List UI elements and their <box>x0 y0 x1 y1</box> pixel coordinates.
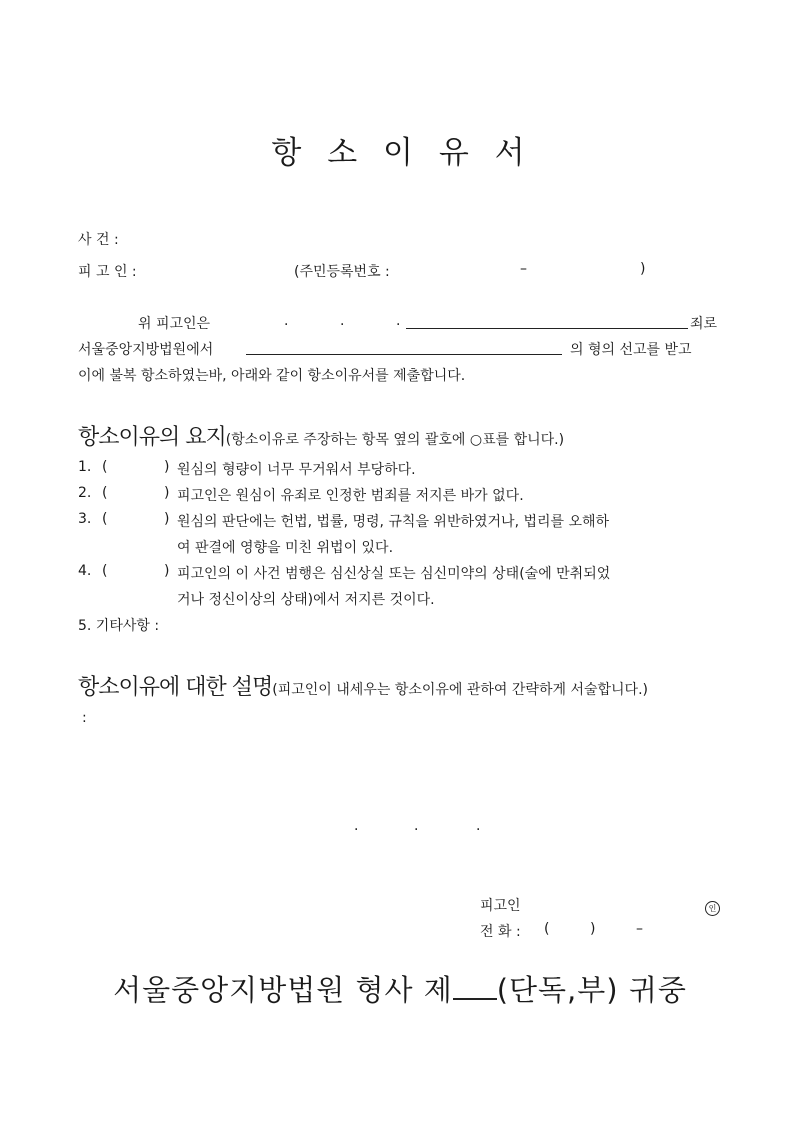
crime-name-blank[interactable] <box>406 313 688 329</box>
item-4-num: 4. <box>78 563 92 579</box>
item-2-num: 2. <box>78 485 92 501</box>
intro-line1-suffix: 죄로 <box>690 316 718 332</box>
item-4-text-cont: 거나 정신이상의 상태)에서 저지른 것이다. <box>177 592 435 608</box>
item-2-text: 피고인은 원심이 유죄로 인정한 범죄를 저지른 바가 없다. <box>177 488 524 504</box>
date-dot-month: . <box>340 313 345 329</box>
item-4-checkbox-close[interactable]: ) <box>164 563 170 579</box>
date-dot-day: . <box>396 313 401 329</box>
explanation-area[interactable] <box>92 705 722 800</box>
section1-title: 항소이유의 요지 <box>78 425 226 450</box>
intro-line2-prefix: 서울중앙지방법원에서 <box>78 342 214 358</box>
item-3-num: 3. <box>78 511 92 527</box>
section2-heading <box>78 670 648 701</box>
item-3-text-cont: 여 판결에 영향을 미친 위법이 있다. <box>177 540 394 556</box>
item-4-checkbox-open[interactable]: ( <box>102 563 108 579</box>
filing-date-dot-month: . <box>414 818 419 834</box>
item-3-checkbox-open[interactable]: ( <box>102 511 108 527</box>
item-1-checkbox-open[interactable]: ( <box>102 459 108 475</box>
filing-date-dot-day: . <box>476 818 481 834</box>
division-number-blank[interactable] <box>453 974 497 1000</box>
document-title: 항 소 이 유 서 <box>271 135 529 171</box>
item-2-checkbox-close[interactable]: ) <box>164 485 170 501</box>
section1-heading <box>78 420 564 451</box>
intro-line2-suffix: 의 형의 선고를 받고 <box>570 342 692 358</box>
item-4-text: 피고인의 이 사건 범행은 심신상실 또는 심신미약의 상태(술에 만취되었 <box>177 566 611 582</box>
case-label: 사 건 : <box>78 232 119 248</box>
item-5-other: 5. 기타사항 : <box>78 618 160 634</box>
signature-defendant-label: 피고인 <box>480 898 521 914</box>
item-3-checkbox-close[interactable]: ) <box>164 511 170 527</box>
phone-dash: – <box>636 921 643 937</box>
filing-date-dot-year: . <box>354 818 359 834</box>
item-2-checkbox-open[interactable]: ( <box>102 485 108 501</box>
intro-line3: 이에 불복 항소하였는바, 아래와 같이 항소이유서를 제출합니다. <box>78 368 466 384</box>
date-dot-year: . <box>284 313 289 329</box>
resident-number-close: ) <box>640 261 646 277</box>
phone-close: ) <box>590 921 596 937</box>
section1-note: (항소이유로 주장하는 항목 옆의 괄호에 ○표를 합니다.) <box>225 432 565 448</box>
item-1-text: 원심의 형량이 너무 무거워서 부당하다. <box>177 462 416 478</box>
item-1-num: 1. <box>78 459 92 475</box>
court-prefix: 서울중앙지방법원 형사 제 <box>113 973 453 1007</box>
item-1-checkbox-close[interactable]: ) <box>164 459 170 475</box>
section2-title: 항소이유에 대한 설명 <box>78 675 273 700</box>
phone-label: 전 화 : <box>480 924 521 940</box>
item-3-text: 원심의 판단에는 헌법, 법률, 명령, 규칙을 위반하였거나, 법리를 오해하 <box>177 514 610 530</box>
section2-note: (피고인이 내세우는 항소이유에 관하여 간략하게 서술합니다.) <box>272 682 648 698</box>
intro-line1-prefix: 위 피고인은 <box>138 316 211 332</box>
seal-icon: 인 <box>705 901 720 916</box>
court-addressee <box>0 968 800 1009</box>
seal-mark <box>705 896 720 916</box>
section2-colon: : <box>82 710 87 726</box>
case-number-blank[interactable] <box>246 339 562 355</box>
phone-open: ( <box>544 921 550 937</box>
defendant-label: 피 고 인 : <box>78 264 137 280</box>
court-suffix: (단독,부) 귀중 <box>496 973 687 1007</box>
resident-number-dash: – <box>520 261 527 277</box>
resident-number-label: (주민등록번호 : <box>294 264 390 280</box>
